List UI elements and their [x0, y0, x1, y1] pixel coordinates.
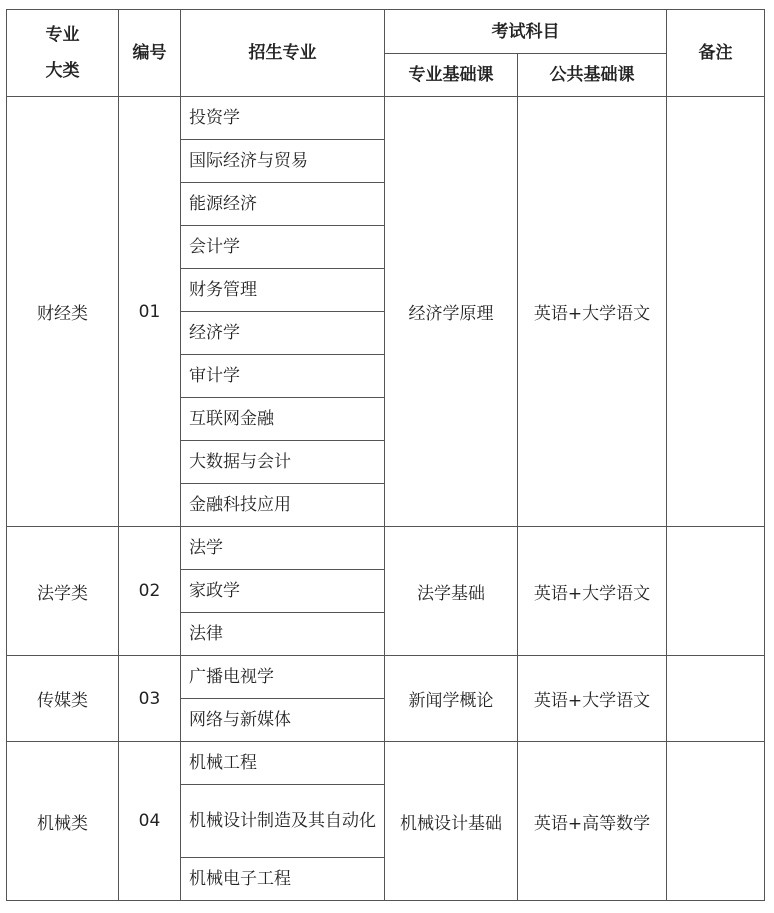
major-cell: 财务管理 — [181, 269, 385, 312]
header-category — [7, 10, 119, 97]
major-cell: 审计学 — [181, 355, 385, 398]
table-body — [7, 97, 765, 901]
major-cell: 机械设计制造及其自动化 — [181, 785, 385, 858]
major-cell: 法律 — [181, 613, 385, 656]
table-row — [7, 742, 765, 785]
major-cell: 广播电视学 — [181, 656, 385, 699]
public-course-cell: 英语+高等数学 — [518, 742, 667, 901]
table-row — [7, 527, 765, 570]
major-cell: 机械工程 — [181, 742, 385, 785]
header-exam-subjects: 考试科目 — [385, 10, 667, 54]
major-cell: 国际经济与贸易 — [181, 140, 385, 183]
header-category-line1: 专业 — [45, 25, 80, 45]
public-course-cell: 英语+大学语文 — [518, 97, 667, 527]
major-cell: 机械电子工程 — [181, 858, 385, 901]
header-public-course: 公共基础课 — [518, 54, 667, 97]
professional-course-cell: 新闻学概论 — [385, 656, 518, 742]
major-cell: 法学 — [181, 527, 385, 570]
number-cell: 04 — [119, 742, 181, 901]
admission-subjects-table — [6, 9, 765, 901]
major-cell: 能源经济 — [181, 183, 385, 226]
major-cell: 金融科技应用 — [181, 484, 385, 527]
header-remark: 备注 — [667, 10, 765, 97]
major-cell: 网络与新媒体 — [181, 699, 385, 742]
header-category-line2: 大类 — [45, 61, 80, 81]
major-cell: 经济学 — [181, 312, 385, 355]
header-number: 编号 — [119, 10, 181, 97]
professional-course-cell: 经济学原理 — [385, 97, 518, 527]
major-cell: 会计学 — [181, 226, 385, 269]
major-cell: 互联网金融 — [181, 398, 385, 441]
table-row — [7, 97, 765, 140]
professional-course-cell: 机械设计基础 — [385, 742, 518, 901]
table-header — [7, 10, 765, 97]
remark-cell — [667, 742, 765, 901]
category-cell: 法学类 — [7, 527, 119, 656]
major-cell: 大数据与会计 — [181, 441, 385, 484]
category-cell: 财经类 — [7, 97, 119, 527]
major-cell: 投资学 — [181, 97, 385, 140]
category-cell: 传媒类 — [7, 656, 119, 742]
header-professional-course: 专业基础课 — [385, 54, 518, 97]
remark-cell — [667, 656, 765, 742]
table-row — [7, 656, 765, 699]
number-cell: 02 — [119, 527, 181, 656]
remark-cell — [667, 527, 765, 656]
header-major: 招生专业 — [181, 10, 385, 97]
remark-cell — [667, 97, 765, 527]
category-cell: 机械类 — [7, 742, 119, 901]
major-cell: 家政学 — [181, 570, 385, 613]
number-cell: 01 — [119, 97, 181, 527]
public-course-cell: 英语+大学语文 — [518, 656, 667, 742]
number-cell: 03 — [119, 656, 181, 742]
public-course-cell: 英语+大学语文 — [518, 527, 667, 656]
professional-course-cell: 法学基础 — [385, 527, 518, 656]
